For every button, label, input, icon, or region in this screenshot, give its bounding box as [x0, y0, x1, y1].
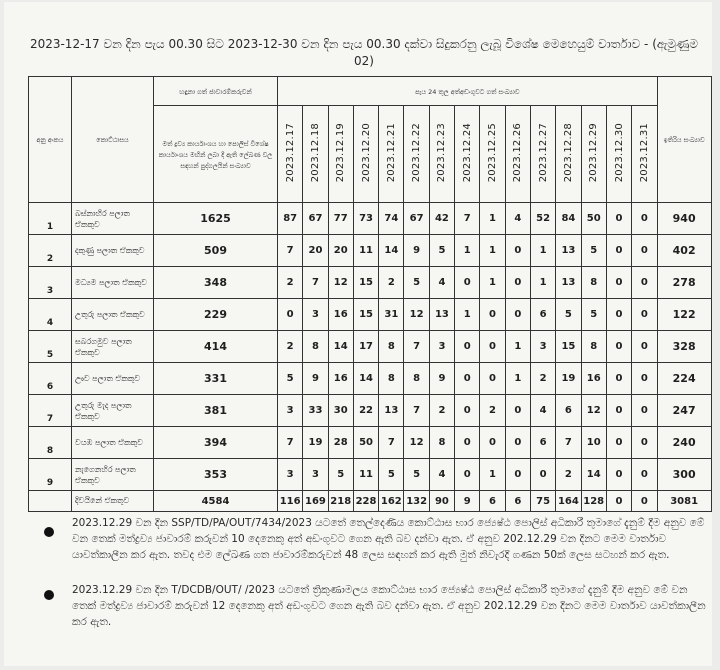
- date-header: 2023.12.25: [480, 106, 505, 203]
- row-number: 9: [29, 459, 72, 491]
- division-name: උතුරු මැද පලාත ඒකකුව: [72, 395, 154, 427]
- total-daily-count: 6: [505, 491, 530, 512]
- date-header: 2023.12.31: [632, 106, 657, 203]
- daily-arrest-count: 77: [328, 203, 353, 235]
- row-number: 8: [29, 427, 72, 459]
- daily-arrest-count: 0: [505, 235, 530, 267]
- daily-arrest-count: 0: [455, 331, 480, 363]
- total-label: දිවයිනේ ඒකතුව: [72, 491, 154, 512]
- total-remaining: 3081: [657, 491, 711, 512]
- daily-arrest-count: 16: [328, 363, 353, 395]
- row-number: 3: [29, 267, 72, 299]
- daily-arrest-count: 1: [480, 235, 505, 267]
- total-daily-count: 116: [278, 491, 303, 512]
- daily-arrest-count: 1: [530, 235, 555, 267]
- daily-arrest-count: 0: [606, 331, 631, 363]
- remaining-count: 300: [657, 459, 711, 491]
- daily-arrest-count: 3: [278, 395, 303, 427]
- table-row: [29, 267, 712, 299]
- total-daily-count: 0: [606, 491, 631, 512]
- daily-arrest-count: 0: [505, 267, 530, 299]
- note-2: 2023.12.29 වන දින T/DCDB/OUT/ /2023 යටතේ ත්‍රිකුණාමලය කොට්ඨාස භාර ජ්‍යෙෂ්ඨ පොලිස් අධිකාරී තුමාගේ දැනුම් දීම අනුව මේ වන තෙක් මත්ද්‍රව්‍ය ජාවාරම් කරුවන් 12 දෙනෙකු අත් අඩංගුවට ගෙන ඇති බව දන්වා ඇත. ඒ අනුව 202.12.29 වන දිනට මෙම වාර්තාව යාවත්කාලීන කර ඇත.: [72, 584, 706, 628]
- division-name: සබරගමුව පලාත ඒකකුව: [72, 331, 154, 363]
- remaining-count: 402: [657, 235, 711, 267]
- bullet-icon: [44, 527, 54, 537]
- division-name: දකුණු පලාත ඒකකුව: [72, 235, 154, 267]
- total-daily-count: 164: [556, 491, 581, 512]
- table-row: [29, 203, 712, 235]
- daily-arrest-count: 3: [530, 331, 555, 363]
- arrests-table: [28, 76, 712, 512]
- date-header: 2023.12.26: [505, 106, 530, 203]
- wanted-count: 348: [154, 267, 278, 299]
- daily-arrest-count: 4: [429, 267, 454, 299]
- daily-arrest-count: 1: [480, 459, 505, 491]
- daily-arrest-count: 0: [606, 395, 631, 427]
- daily-arrest-count: 1: [455, 235, 480, 267]
- total-daily-count: 75: [530, 491, 555, 512]
- daily-arrest-count: 3: [303, 299, 328, 331]
- division-name: නැගෙනහිර පලාත ඒකකුව: [72, 459, 154, 491]
- daily-arrest-count: 0: [632, 395, 657, 427]
- division-name: ඌව පලාත ඒකකුව: [72, 363, 154, 395]
- date-header: 2023.12.23: [429, 106, 454, 203]
- table-row: [29, 459, 712, 491]
- remaining-header: ඉතිරිය සංඛ්‍යාව: [657, 77, 711, 203]
- table-row: [29, 235, 712, 267]
- total-row: [29, 491, 712, 512]
- daily-arrest-count: 5: [328, 459, 353, 491]
- row-number: 4: [29, 299, 72, 331]
- date-header: 2023.12.19: [328, 106, 353, 203]
- daily-arrest-count: 14: [353, 363, 378, 395]
- daily-arrest-count: 7: [556, 427, 581, 459]
- daily-arrest-count: 0: [455, 363, 480, 395]
- daily-arrest-count: 0: [606, 363, 631, 395]
- daily-arrest-count: 0: [632, 331, 657, 363]
- daily-arrest-count: 1: [480, 267, 505, 299]
- wanted-count: 229: [154, 299, 278, 331]
- daily-arrest-count: 8: [581, 267, 606, 299]
- daily-arrest-count: 7: [404, 395, 429, 427]
- total-wanted: 4584: [154, 491, 278, 512]
- document-page: [4, 2, 712, 666]
- daily-arrest-count: 0: [455, 427, 480, 459]
- daily-arrest-count: 2: [556, 459, 581, 491]
- date-header: 2023.12.21: [379, 106, 404, 203]
- daily-arrest-count: 0: [632, 235, 657, 267]
- daily-arrest-count: 28: [328, 427, 353, 459]
- daily-arrest-count: 14: [328, 331, 353, 363]
- daily-arrest-count: 0: [480, 427, 505, 459]
- daily-arrest-count: 12: [581, 395, 606, 427]
- date-header: 2023.12.29: [581, 106, 606, 203]
- daily-arrest-count: 4: [530, 395, 555, 427]
- daily-arrest-count: 9: [303, 363, 328, 395]
- daily-arrest-count: 0: [455, 459, 480, 491]
- daily-arrest-count: 0: [632, 363, 657, 395]
- division-name: මධ්‍යම පලාත ඒකකුව: [72, 267, 154, 299]
- division-name: වයඹ පලාත ඒකකුව: [72, 427, 154, 459]
- daily-arrest-count: 50: [581, 203, 606, 235]
- daily-arrest-count: 2: [278, 331, 303, 363]
- daily-arrest-count: 6: [530, 427, 555, 459]
- daily-arrest-count: 2: [480, 395, 505, 427]
- daily-arrest-count: 8: [303, 331, 328, 363]
- wanted-count: 414: [154, 331, 278, 363]
- daily-arrest-count: 5: [379, 459, 404, 491]
- date-header: 2023.12.28: [556, 106, 581, 203]
- wanted-count: 353: [154, 459, 278, 491]
- daily-arrest-count: 7: [404, 331, 429, 363]
- daily-arrest-count: 0: [278, 299, 303, 331]
- daily-arrest-count: 8: [379, 331, 404, 363]
- row-number: 7: [29, 395, 72, 427]
- remaining-count: 224: [657, 363, 711, 395]
- daily-arrest-count: 3: [278, 459, 303, 491]
- daily-arrest-count: 1: [505, 363, 530, 395]
- daily-arrest-count: 14: [379, 235, 404, 267]
- daily-arrest-count: 73: [353, 203, 378, 235]
- daily-arrest-count: 20: [303, 235, 328, 267]
- daily-arrest-count: 5: [404, 267, 429, 299]
- remaining-count: 940: [657, 203, 711, 235]
- daily-arrest-count: 5: [581, 299, 606, 331]
- daily-arrest-count: 0: [632, 427, 657, 459]
- division-name: බස්නාහිර පලාත ඒකකුව: [72, 203, 154, 235]
- daily-arrest-count: 15: [353, 267, 378, 299]
- daily-arrest-count: 5: [556, 299, 581, 331]
- wanted-count: 381: [154, 395, 278, 427]
- table-row: [29, 395, 712, 427]
- daily-arrest-count: 12: [404, 427, 429, 459]
- daily-arrest-count: 7: [455, 203, 480, 235]
- daily-arrest-count: 6: [530, 299, 555, 331]
- date-header: 2023.12.20: [353, 106, 378, 203]
- date-header: 2023.12.22: [404, 106, 429, 203]
- daily-arrest-count: 19: [303, 427, 328, 459]
- daily-arrest-count: 12: [404, 299, 429, 331]
- daily-arrest-count: 5: [404, 459, 429, 491]
- daily-arrest-count: 8: [581, 331, 606, 363]
- daily-arrest-count: 74: [379, 203, 404, 235]
- daily-arrest-count: 0: [505, 395, 530, 427]
- total-daily-count: 128: [581, 491, 606, 512]
- daily-arrest-count: 12: [328, 267, 353, 299]
- daily-arrest-count: 0: [480, 299, 505, 331]
- wanted-subheader: මත් ද්‍රව්‍ය කාර්යාංශය හා පොලිස් විශේෂ කාර්යාංශය මඟින් ලබා දී ඇති ලේඛණ වල සඳහන් පුද්ගලයින් සංඛ්‍යාව: [154, 106, 278, 203]
- remaining-count: 240: [657, 427, 711, 459]
- daily-arrest-count: 1: [480, 203, 505, 235]
- daily-arrest-count: 3: [303, 459, 328, 491]
- daily-arrest-count: 7: [278, 235, 303, 267]
- division-header: කොට්ඨාසය: [72, 77, 154, 203]
- date-header: 2023.12.27: [530, 106, 555, 203]
- daily-arrest-count: 8: [429, 427, 454, 459]
- daily-arrest-count: 31: [379, 299, 404, 331]
- daily-arrest-count: 8: [379, 363, 404, 395]
- daily-arrest-count: 0: [632, 459, 657, 491]
- remaining-count: 247: [657, 395, 711, 427]
- daily-arrest-count: 1: [530, 267, 555, 299]
- daily-arrest-count: 4: [429, 459, 454, 491]
- daily-arrest-count: 6: [556, 395, 581, 427]
- date-header: 2023.12.17: [278, 106, 303, 203]
- wanted-count: 1625: [154, 203, 278, 235]
- daily-arrest-count: 22: [353, 395, 378, 427]
- daily-arrest-count: 0: [606, 203, 631, 235]
- total-daily-count: 169: [303, 491, 328, 512]
- total-daily-count: 6: [480, 491, 505, 512]
- daily-arrest-count: 8: [404, 363, 429, 395]
- daily-arrest-count: 13: [429, 299, 454, 331]
- table-row: [29, 299, 712, 331]
- daily-arrest-count: 5: [429, 235, 454, 267]
- total-daily-count: 132: [404, 491, 429, 512]
- daily-arrest-count: 2: [278, 267, 303, 299]
- total-daily-count: 0: [632, 491, 657, 512]
- report-title: 2023-12-17 වන දින පැය 00.30 සිට 2023-12-30 වන දින පැය 00.30 දක්වා සිදුකරනු ලැබූ විශේෂ මෙහෙයුම් වාර්තාව - (ඇමුණුම 02): [29, 37, 699, 68]
- remaining-count: 278: [657, 267, 711, 299]
- daily-arrest-count: 9: [404, 235, 429, 267]
- daily-arrest-count: 0: [606, 267, 631, 299]
- remaining-count: 328: [657, 331, 711, 363]
- daily-arrest-count: 9: [429, 363, 454, 395]
- total-blank-cell: [29, 491, 72, 512]
- daily-arrest-count: 0: [632, 203, 657, 235]
- daily-arrest-count: 5: [581, 235, 606, 267]
- daily-arrest-count: 0: [455, 267, 480, 299]
- daily-arrest-count: 0: [505, 299, 530, 331]
- daily-arrest-count: 42: [429, 203, 454, 235]
- row-number: 5: [29, 331, 72, 363]
- daily-arrest-count: 0: [606, 235, 631, 267]
- daily-arrest-count: 30: [328, 395, 353, 427]
- daily-arrest-count: 7: [379, 427, 404, 459]
- date-header: 2023.12.24: [455, 106, 480, 203]
- total-daily-count: 90: [429, 491, 454, 512]
- daily-arrest-count: 0: [606, 427, 631, 459]
- daily-arrest-count: 0: [632, 267, 657, 299]
- wanted-count: 394: [154, 427, 278, 459]
- total-daily-count: 218: [328, 491, 353, 512]
- daily-arrest-count: 2: [530, 363, 555, 395]
- daily-arrest-count: 0: [606, 459, 631, 491]
- table-row: [29, 331, 712, 363]
- row-number: 2: [29, 235, 72, 267]
- daily-arrest-count: 0: [505, 427, 530, 459]
- wanted-count: 509: [154, 235, 278, 267]
- arrests-header: පැය 24 තුල අත්අඩංගුවට ගත් සංඛ්‍යාව: [278, 77, 658, 106]
- total-daily-count: 228: [353, 491, 378, 512]
- daily-arrest-count: 15: [353, 299, 378, 331]
- daily-arrest-count: 2: [379, 267, 404, 299]
- daily-arrest-count: 2: [429, 395, 454, 427]
- row-number: 1: [29, 203, 72, 235]
- serial-header: අනු අංකය: [29, 77, 72, 203]
- daily-arrest-count: 0: [480, 363, 505, 395]
- daily-arrest-count: 50: [353, 427, 378, 459]
- daily-arrest-count: 0: [480, 331, 505, 363]
- daily-arrest-count: 20: [328, 235, 353, 267]
- daily-arrest-count: 11: [353, 459, 378, 491]
- division-name: උතුරු පලාත ඒකකුව: [72, 299, 154, 331]
- row-number: 6: [29, 363, 72, 395]
- daily-arrest-count: 0: [606, 299, 631, 331]
- daily-arrest-count: 0: [632, 299, 657, 331]
- daily-arrest-count: 33: [303, 395, 328, 427]
- daily-arrest-count: 3: [429, 331, 454, 363]
- daily-arrest-count: 13: [379, 395, 404, 427]
- daily-arrest-count: 13: [556, 267, 581, 299]
- remaining-count: 122: [657, 299, 711, 331]
- table-row: [29, 363, 712, 395]
- table-row: [29, 427, 712, 459]
- daily-arrest-count: 0: [455, 395, 480, 427]
- note-1: 2023.12.29 වන දින SSP/TD/PA/OUT/7434/2023 යටතේ තෙල්දෙණිය කොට්ඨාස භාර ජ්‍යෙෂ්ඨ පොලිස් අධිකාරී තුමාගේ දැනුම් දීම අනුව මේ වන තෙක් මත්ද්‍රව්‍ය ජාවාරම් කරුවන් 10 දෙනෙකු අත් අඩංගුවට ගෙන ඇති බව දන්වා ඇත. ඒ අනුව 202.12.29 වන දිනට මෙම වාර්තාව යාවත්කාලීන කර ඇත. තවද එම ලේඛණ ගත ජාවාරම්කරුවන් 48 ලෙස සඳහන් කර ඇති මුත් නිවැරදි ගණන 50ක් ලෙස සටහන් කර ඇත.: [72, 517, 705, 561]
- daily-arrest-count: 19: [556, 363, 581, 395]
- total-daily-count: 162: [379, 491, 404, 512]
- daily-arrest-count: 17: [353, 331, 378, 363]
- daily-arrest-count: 14: [581, 459, 606, 491]
- daily-arrest-count: 87: [278, 203, 303, 235]
- daily-arrest-count: 11: [353, 235, 378, 267]
- wanted-header: හඳුනා ගත් ජාවාරම්කරුවන්: [154, 77, 278, 106]
- total-daily-count: 9: [455, 491, 480, 512]
- date-header: 2023.12.30: [606, 106, 631, 203]
- daily-arrest-count: 5: [278, 363, 303, 395]
- daily-arrest-count: 0: [530, 459, 555, 491]
- daily-arrest-count: 67: [303, 203, 328, 235]
- daily-arrest-count: 15: [556, 331, 581, 363]
- daily-arrest-count: 52: [530, 203, 555, 235]
- daily-arrest-count: 13: [556, 235, 581, 267]
- bullet-icon: [44, 590, 54, 600]
- daily-arrest-count: 1: [455, 299, 480, 331]
- daily-arrest-count: 1: [505, 331, 530, 363]
- wanted-count: 331: [154, 363, 278, 395]
- daily-arrest-count: 67: [404, 203, 429, 235]
- daily-arrest-count: 7: [278, 427, 303, 459]
- daily-arrest-count: 84: [556, 203, 581, 235]
- daily-arrest-count: 10: [581, 427, 606, 459]
- date-header: 2023.12.18: [303, 106, 328, 203]
- daily-arrest-count: 16: [581, 363, 606, 395]
- daily-arrest-count: 7: [303, 267, 328, 299]
- daily-arrest-count: 16: [328, 299, 353, 331]
- daily-arrest-count: 4: [505, 203, 530, 235]
- daily-arrest-count: 0: [505, 459, 530, 491]
